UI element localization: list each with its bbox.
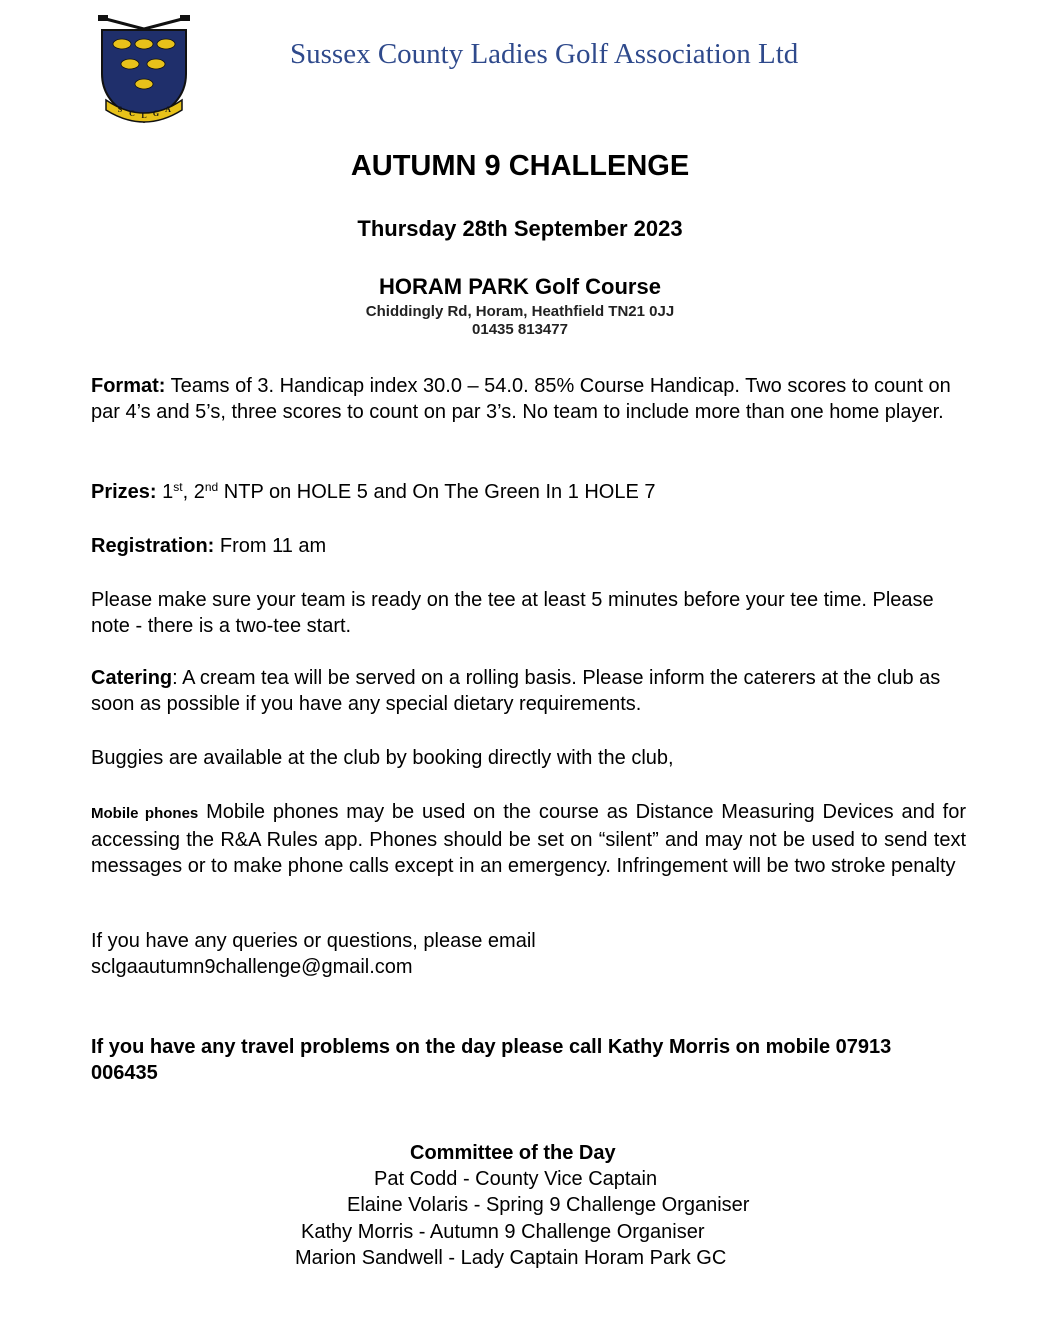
queries-paragraph: [91, 928, 971, 980]
event-date: Thursday 28th September 2023: [357, 216, 683, 241]
travel-paragraph: If you have any travel problems on the day please call Kathy Morris on mobile 07913 006435: [91, 1036, 892, 1084]
catering-text: : A cream tea will be served on a rolling basis. Please inform the caterers at the club as soon as possible if you have any special dietary requirements.: [91, 667, 941, 715]
prizes-first-sup: st: [173, 480, 183, 494]
prizes-second: , 2: [182, 481, 205, 503]
crest-letter-l: L: [141, 111, 147, 120]
committee-member: Pat Codd - County Vice Captain: [374, 1168, 658, 1190]
catering-label: Catering: [91, 667, 173, 689]
prizes-first: 1: [156, 481, 174, 503]
registration-paragraph: [91, 533, 971, 559]
committee-heading: Committee of the Day: [410, 1142, 616, 1164]
event-venue: HORAM PARK Golf Course: [379, 274, 661, 299]
committee-member: Elaine Volaris - Spring 9 Challenge Organiser: [347, 1194, 750, 1216]
venue-address-block: [0, 303, 1040, 339]
crest-letter-c: C: [129, 109, 135, 118]
format-label: Format:: [91, 375, 166, 397]
registration-label: Registration:: [91, 535, 215, 557]
venue-address: Chiddingly Rd, Horam, Heathfield TN21 0JJ: [365, 303, 675, 320]
format-paragraph: [91, 373, 971, 425]
crest-letter-a: A: [165, 105, 171, 114]
queries-email[interactable]: sclgaautumn9challenge@gmail.com: [91, 956, 413, 978]
organisation-name: Sussex County Ladies Golf Association Ltd: [290, 38, 799, 70]
committee-member: Kathy Morris - Autumn 9 Challenge Organiser: [301, 1221, 705, 1243]
venue-phone: 01435 813477: [472, 321, 568, 338]
catering-paragraph: [91, 665, 971, 717]
crest-logo: [96, 14, 192, 128]
mobile-phones-text: Mobile phones may be used on the course as Distance Measuring Devices and for accessing the R&A Rules app. Phones should be set on “silent” and may not be used to send text messages or to make phone calls except in an emergency. Infringement will be two stroke penalty: [91, 801, 967, 877]
buggies-paragraph: Buggies are available at the club by booking directly with the club,: [91, 747, 674, 769]
crest-letter-g: G: [152, 109, 160, 118]
committee-member: Marion Sandwell - Lady Captain Horam Park GC: [295, 1247, 727, 1269]
registration-text: From 11 am: [214, 535, 327, 557]
prizes-label: Prizes:: [91, 481, 157, 503]
mobile-phones-label: Mobile phones: [91, 805, 199, 822]
format-text: Teams of 3. Handicap index 30.0 – 54.0. 85% Course Handicap. Two scores to count on par 4’s and 5’s, three scores to count on par 3’s. No team to include more than one home player.: [91, 375, 951, 423]
crest-letter-s: S: [117, 105, 123, 114]
prizes-second-sup: nd: [204, 480, 219, 494]
prizes-rest: NTP on HOLE 5 and On The Green In 1 HOLE 7: [218, 481, 656, 503]
prizes-paragraph: [91, 479, 971, 505]
tee-note-paragraph: Please make sure your team is ready on the tee at least 5 minutes before your tee time. Please note - there is a two-tee start.: [91, 589, 934, 637]
mobile-phones-paragraph: [91, 799, 966, 879]
queries-text: If you have any queries or questions, please email: [91, 930, 536, 952]
event-title: AUTUMN 9 CHALLENGE: [350, 150, 690, 182]
